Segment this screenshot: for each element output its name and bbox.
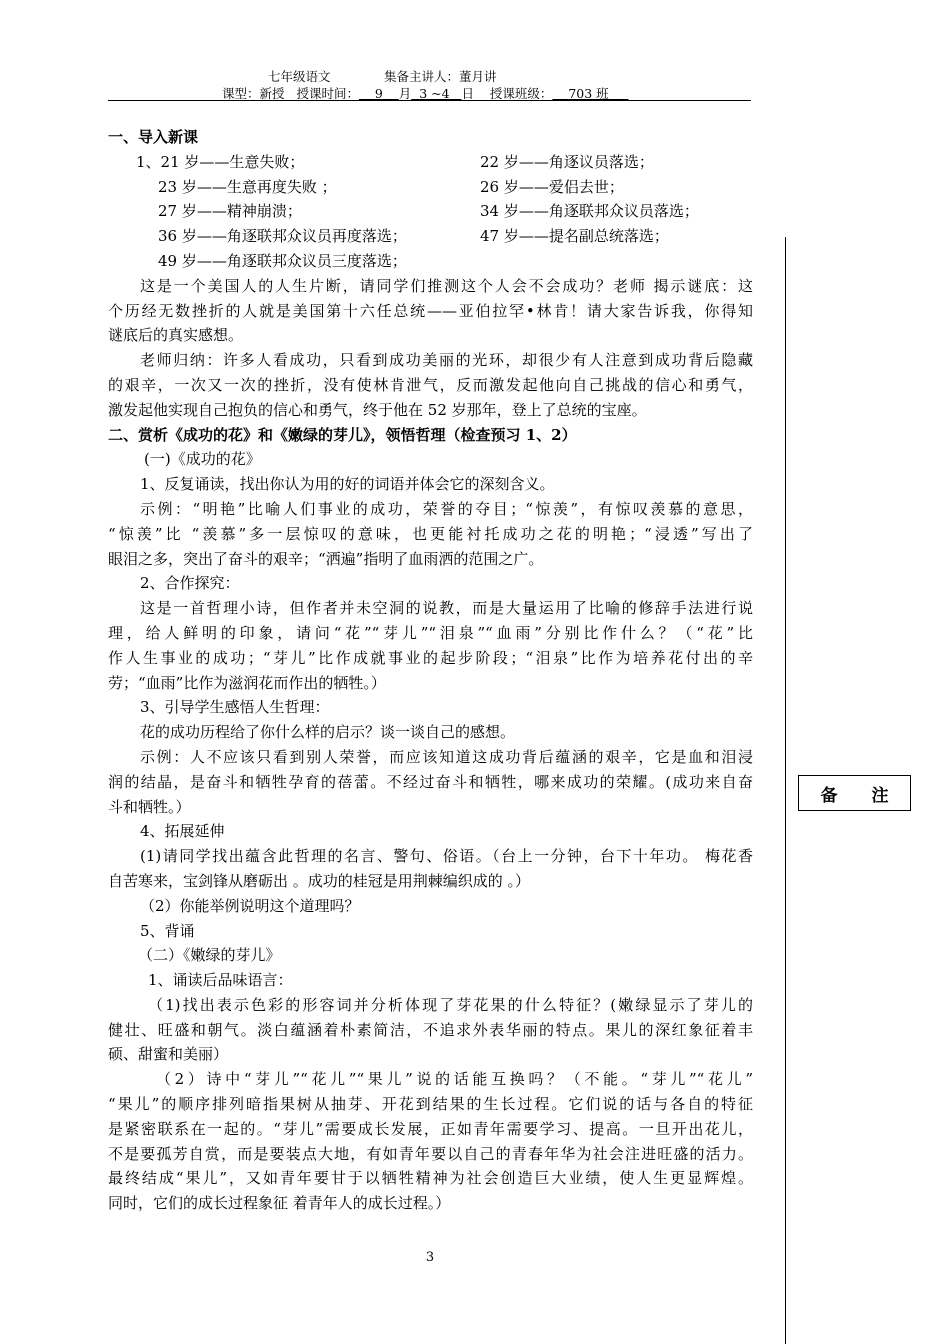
header-presenter: 集备主讲人：董月讲 bbox=[384, 69, 497, 84]
paragraph-line: “惊羡”比 “羡慕”多一层惊叹的意味，也更能衬托成功之花的明艳；“浸透”写出了 bbox=[108, 524, 753, 543]
page-number: 3 bbox=[425, 1250, 435, 1265]
timeline-row bbox=[108, 175, 753, 200]
paragraph-line: 是紧密联系在一起的。“芽儿”需要成长发展，正如青年需要学习、提高。一旦开出花儿， bbox=[108, 1119, 753, 1138]
timeline-item: 1、21 岁——生意失败； bbox=[136, 152, 305, 171]
lesson-body bbox=[108, 125, 753, 1216]
paragraph-line: 谜底后的真实感想。 bbox=[108, 326, 244, 345]
paragraph-line: 2、合作探究： bbox=[140, 574, 240, 593]
paragraph-line: 3、引导学生感悟人生哲理： bbox=[140, 698, 330, 717]
paragraph-line: 这是一首哲理小诗，但作者并未空洞的说教，而是大量运用了比喻的修辞手法进行说 bbox=[140, 599, 753, 618]
subsection-heading: （二）《嫩绿的芽儿》 bbox=[138, 946, 281, 965]
paragraph-line: 的艰辛，一次又一次的挫折，没有使林肯泄气，反而激发起他向自己挑战的信心和勇气， bbox=[108, 375, 753, 394]
paragraph-line: 激发起他实现自己抱负的信心和勇气，终于他在 52 岁那年，登上了总统的宝座。 bbox=[108, 400, 647, 419]
paragraph-line: 润的结晶，是奋斗和牺牲孕育的蓓蕾。不经过奋斗和牺牲，哪来成功的荣耀。(成功来自奋 bbox=[108, 772, 753, 791]
timeline-row bbox=[108, 249, 753, 274]
timeline-row bbox=[108, 150, 753, 175]
day-unit: 日 bbox=[461, 86, 474, 101]
day-value: 3 ~4 bbox=[419, 86, 450, 101]
timeline-item: 34 岁——角逐联邦众议员落选； bbox=[480, 202, 699, 221]
timeline-row bbox=[108, 199, 753, 224]
margin-divider bbox=[785, 237, 786, 1344]
paragraph-line: 眼泪之多，突出了奋斗的艰辛；“洒遍”指明了血雨洒的范围之广。 bbox=[108, 549, 544, 568]
paragraph-line: 作人生事业的成功；“芽儿”比作成就事业的起步阶段；“泪泉”比作为培养花付出的辛 bbox=[108, 648, 753, 667]
paragraph-line: 示例：人不应该只看到别人荣誉，而应该知道这成功背后蕴涵的艰辛，它是血和泪浸 bbox=[140, 747, 753, 766]
paragraph-line: 1、诵读后品味语言： bbox=[148, 971, 293, 990]
timeline-item: 49 岁——角逐联邦众议员三度落选； bbox=[158, 251, 407, 270]
header-subject: 七年级语文 bbox=[268, 69, 331, 84]
paragraph-line: 不是要孤芳自赏，而是要装点大地，有如青年要以自己的青春年华为社会注进旺盛的活力。 bbox=[108, 1144, 753, 1163]
paragraph-line: 示例：“明艳”比喻人们事业的成功，荣誉的夺目；“惊羡”，有惊叹羡慕的意思， bbox=[140, 499, 753, 518]
timeline-item: 47 岁——提名副总统落选； bbox=[480, 227, 669, 246]
paragraph-line: （2）你能举例说明这个道理吗？ bbox=[140, 896, 360, 915]
course-type: 课型：新授 bbox=[222, 86, 285, 101]
paragraph-line: 劳；“血雨”比作为滋润花而作出的牺牲。） bbox=[108, 673, 386, 692]
paragraph-line: 理，给人鲜明的印象，请问“花”“芽儿”“泪泉”“血雨”分别比作什么？（“花”比 bbox=[108, 623, 753, 642]
subsection-heading: (一)《成功的花》 bbox=[144, 450, 261, 469]
timeline-item: 22 岁——角逐议员落选； bbox=[480, 152, 654, 171]
timeline-item: 36 岁——角逐联邦众议员再度落选； bbox=[158, 227, 407, 246]
class-value: 703 班 bbox=[568, 86, 609, 101]
section-heading-2: 二、赏析《成功的花》和《嫩绿的芽儿》，领悟哲理（检查预习 1、2） bbox=[108, 425, 577, 444]
timeline-item: 23 岁——生意再度失败 ； bbox=[158, 177, 337, 196]
class-label: 授课班级： bbox=[489, 86, 553, 101]
month-unit: 月 bbox=[398, 86, 412, 101]
paragraph-line: 硕、甜蜜和美丽） bbox=[108, 1045, 229, 1064]
timeline-row bbox=[108, 224, 753, 249]
remark-label: 备 注 bbox=[820, 785, 903, 806]
paragraph-line: 这是一个美国人的人生片断，请同学们推测这个人会不会成功？老师 揭示谜底：这 bbox=[140, 276, 753, 295]
paragraph-line: “果儿”的顺序排列暗指果树从抽芽、开花到结果的生长过程。它们说的话与各自的特征 bbox=[108, 1095, 753, 1114]
paragraph-line: （1)找出表示色彩的形容词并分析体现了芽花果的什么特征？(嫩绿显示了芽儿的 bbox=[148, 995, 753, 1014]
paragraph-line: 5、背诵 bbox=[140, 921, 195, 940]
remark-box bbox=[798, 775, 911, 811]
timeline-item: 27 岁——精神崩溃； bbox=[158, 202, 302, 221]
paragraph-line: 自苦寒来，宝剑锋从磨砺出 。成功的桂冠是用荆棘编织成的 。） bbox=[108, 871, 531, 890]
header-rule bbox=[108, 100, 751, 101]
paragraph-line: （2）诗中“芽儿”“花儿”“果儿”说的话能互换吗？（不能。“芽儿”“花儿” bbox=[156, 1070, 753, 1089]
section-heading-1: 一、导入新课 bbox=[108, 128, 199, 146]
paragraph-line: 个历经无数挫折的人就是美国第十六任总统——亚伯拉罕•林肯！请大家告诉我，你得知 bbox=[108, 301, 753, 320]
paragraph-line: 4、拓展延伸 bbox=[140, 822, 225, 841]
paragraph-line: 健壮、旺盛和朝气。淡白蕴涵着朴素简洁，不追求外表华丽的特点。果儿的深红象征着丰 bbox=[108, 1020, 753, 1039]
paragraph-line: 老师归纳：许多人看成功，只看到成功美丽的光环，却很少有人注意到成功背后隐藏 bbox=[140, 351, 753, 370]
paragraph-line: 斗和牺牲。） bbox=[108, 797, 191, 816]
month-value: 9 bbox=[374, 86, 383, 101]
paragraph-line: 1、反复诵读，找出你认为用的好的词语并体会它的深刻含义。 bbox=[140, 475, 555, 494]
paragraph-line: 同时，它们的成长过程象征 着青年人的成长过程。） bbox=[108, 1194, 451, 1213]
paragraph-line: 最终结成“果儿”，又如青年要甘于以牺牲精神为社会创造巨大业绩，使人生更显辉煌。 bbox=[108, 1169, 753, 1188]
paragraph-line: (1)请同学找出蕴含此哲理的名言、警句、俗语。（台上一分钟，台下十年功。 梅花香 bbox=[140, 847, 753, 866]
paragraph-line: 花的成功历程给了你什么样的启示？谈一谈自己的感想。 bbox=[140, 723, 516, 742]
timeline-item: 26 岁——爱侣去世； bbox=[480, 177, 624, 196]
time-label: 授课时间： bbox=[296, 86, 359, 101]
